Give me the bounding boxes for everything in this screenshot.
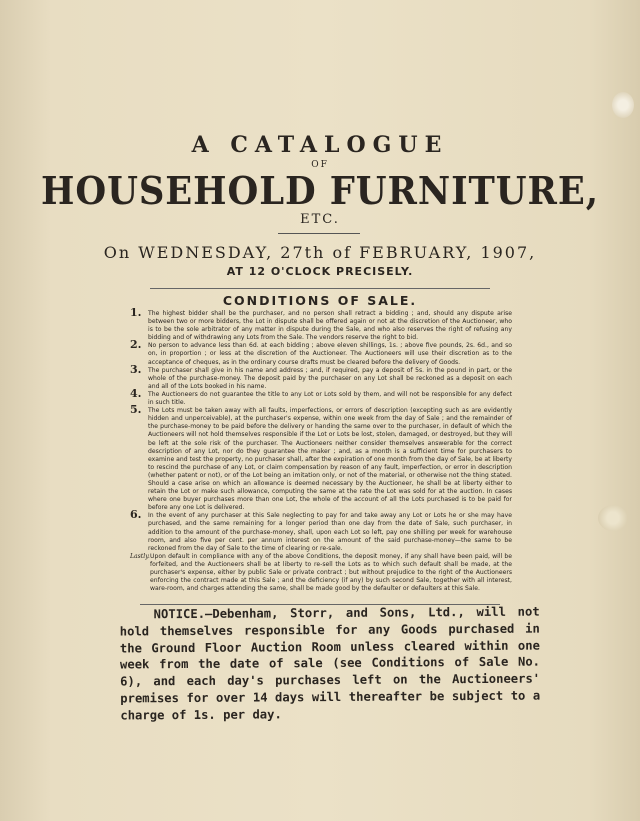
sale-date: On WEDNESDAY, 27th of FEBRUARY, 1907,	[103, 243, 537, 262]
condition-item	[130, 338, 512, 366]
catalogue-heading: A CATALOGUE	[191, 132, 449, 158]
divider	[278, 233, 360, 234]
condition-item	[130, 508, 512, 552]
condition-number: 4.	[130, 386, 142, 400]
conditions-title: CONDITIONS OF SALE.	[222, 293, 418, 308]
paper-stain	[598, 505, 628, 531]
condition-number: Lastly.	[130, 552, 150, 560]
sale-time: AT 12 O'CLOCK PRECISELY.	[226, 265, 414, 278]
notice-paragraph: NOTICE.—Debenham, Storr, and Sons, Ltd., will not hold themselves responsible for any Goods purchased in the Ground Floor Auction Room unless cleared within one week from the date of sale (see Conditions of Sale No. 6), and each day's purchases left on the Auctioneers' premises for over 14 days will thereafter be subject to a charge of 1s. per day.	[119, 604, 541, 723]
condition-item	[130, 386, 512, 407]
condition-number: 1.	[130, 306, 142, 319]
of-label: OF	[311, 160, 329, 170]
paper-stain	[612, 92, 634, 118]
condition-item	[130, 553, 512, 593]
condition-item	[130, 306, 512, 342]
conditions-list	[130, 306, 512, 593]
condition-item	[130, 403, 512, 512]
divider	[150, 288, 490, 289]
condition-text: The highest bidder shall be the purchaser, and no person shall retract a bidding ; and, should any dispute arise between two or more bidders, the Lot in dispute shall be offered again or not at the discretion of the Auctioneer, who is to be the sole arbitrator of any matter in dispute during the Sale, and who also reserves the right of refusing any bidding and of withdrawing any Lots from the Sale. The vendors reserve the right to bid.	[148, 310, 512, 342]
condition-number: 6.	[130, 508, 142, 522]
condition-number: 3.	[130, 362, 142, 376]
condition-number: 5.	[130, 403, 142, 417]
condition-text: The Auctioneers do not guarantee the title to any Lot or Lots sold by them, and will not be responsible for any defect in such title.	[148, 390, 512, 407]
condition-text: Upon default in compliance with any of the above Conditions, the deposit money, if any shall have been paid, will be forfeited, and the Auctioneers shall be at liberty to re-sell the Lots as to which such default shall be made, at the purchaser's expense, either by public Sale or private contract ; but without prejudice to the right of the Auctioneers enforcing the contract made at this Sale ; and the deficiency (if any) by such second Sale, together with all interest, ware-room, and charges attending the same, shall be made good by the defaulter or defaulters at this Sale.	[150, 552, 512, 593]
condition-text: The purchaser shall give in his name and address ; and, if required, pay a deposit of 5s. in the pound in part, or the whole of the purchase-money. The deposit paid by the purchaser on any Lot shall be reckoned as a deposit on each and all of the Lots booked in his name.	[148, 366, 512, 390]
condition-number: 2.	[130, 338, 142, 352]
condition-text: In the event of any purchaser at this Sale neglecting to pay for and take away any Lot or Lots he or she may have purchased, and the same remaining for a longer period than one day from the date of Sale, such purchaser, in addition to the amount of the purchase-money, shall, upon each Lot so left, pay one shilling per week for warehouse room, and also five per cent. per annum interest on the amount of the said purchase-money—the same to be reckoned from the day of Sale to the time of clearing or re-sale.	[148, 512, 512, 552]
document-title: HOUSEHOLD FURNITURE,	[41, 168, 599, 213]
etc-label: ETC.	[300, 212, 340, 227]
condition-item	[130, 362, 512, 391]
condition-text: The Lots must be taken away with all faults, imperfections, or errors of description (excepting such as are evidently hidden and unperceivable), at the purchaser's expense, within one week from the day of Sale ; and the remainder of the purchase-money to be paid before the delivery or handing the same over to the purchaser, in default of which the Auctioneers will not hold themselves responsible if the Lot or Lots be lost, stolen, damaged, or destroyed, but they will be left at the sole risk of the purchaser. The Auctioneers neither consider themselves answerable for the correct description of any Lot, nor do they guarantee the maker ; and, as a month is a sufficient time for purchasers to examine and test the property, no purchaser shall, after the expiration of one month from the day of Sale, be at liberty to rescind the purchase of any Lot, or claim compensation by reason of any fault, imperfection, or error in description (whether patent or not), or of the Lot being an imitation only, or not of the material, or otherwise not the thing stated. Should a case arise on which an allowance is deemed necessary by the Auctioneer, he shall be at liberty either to retain the Lot or make such allowance, computing the same at the rate the Lot was sold for at the auction. In cases where one buyer purchases more than one Lot, the whole of the account of all the Lots purchased is to be paid for before any one Lot is delivered.	[148, 407, 512, 512]
condition-text: No person to advance less than 6d. at each bidding ; above eleven shillings, 1s. ; above five pounds, 2s. 6d., and so on, in proportion ; or less at the discretion of the Auctioneer. The Auctioneers will use their discretion as to the acceptance of cheques, as in the ordinary course drafts must be cleared before the delivery of Goods.	[148, 342, 512, 366]
